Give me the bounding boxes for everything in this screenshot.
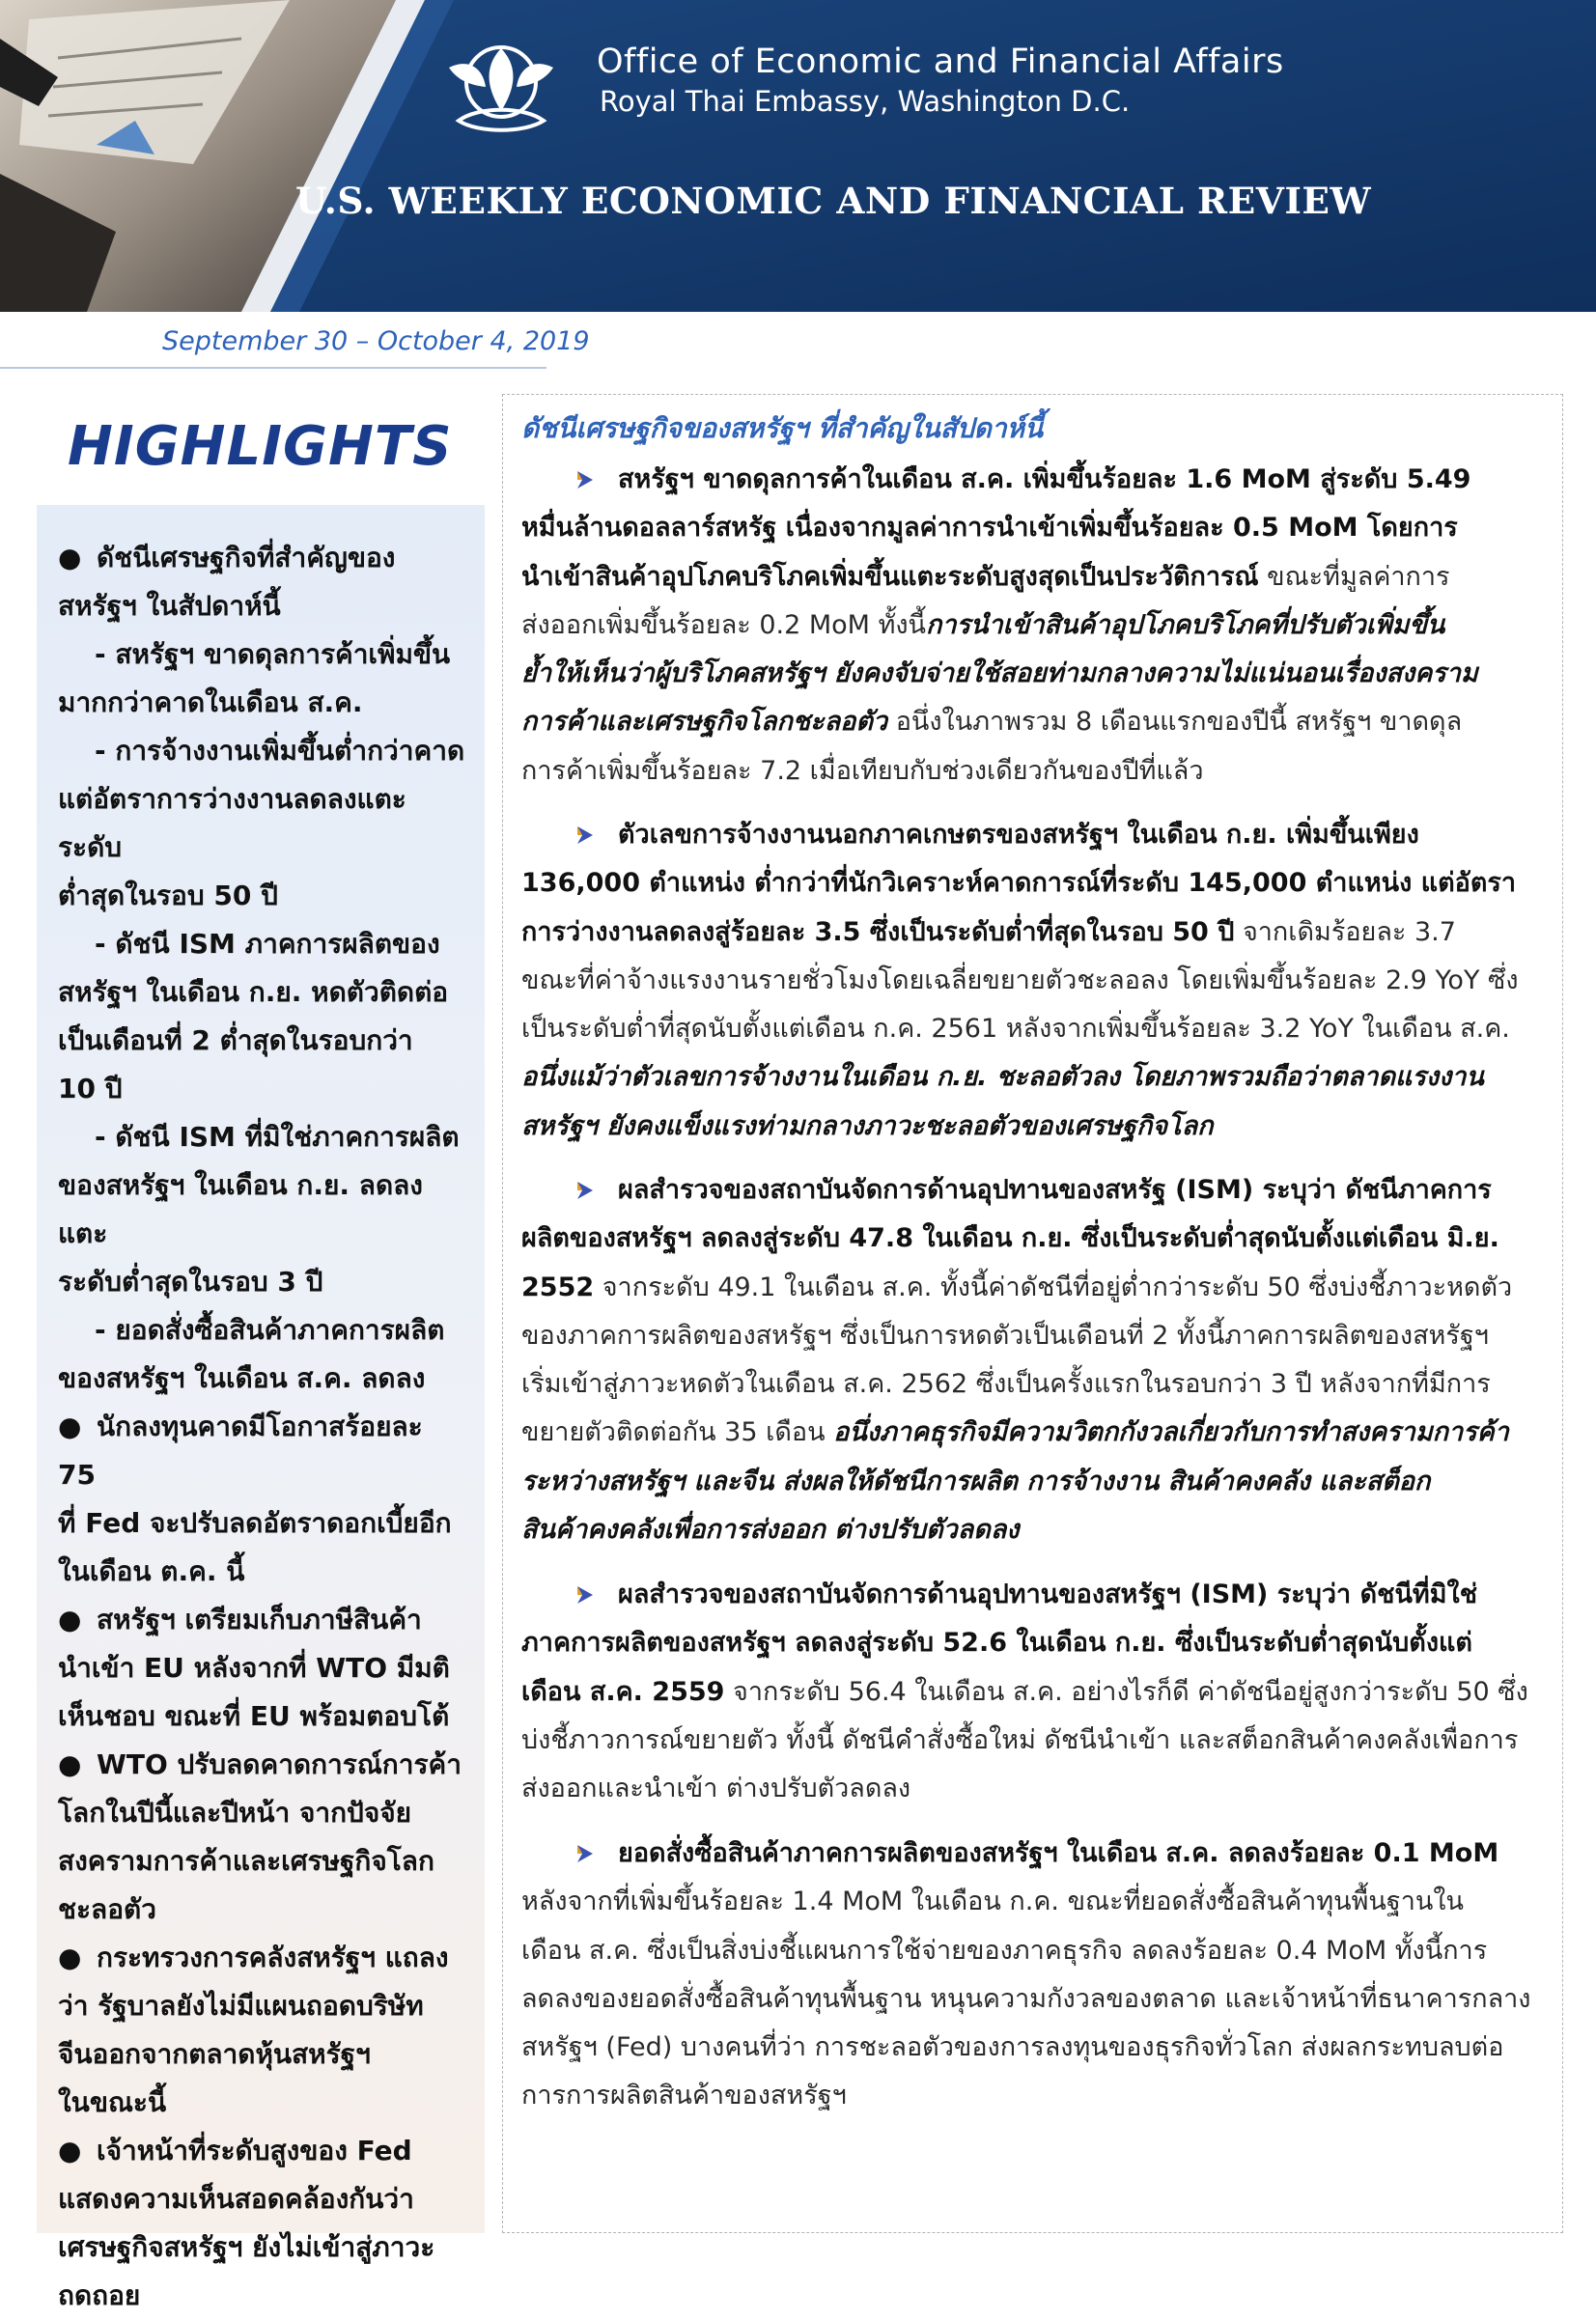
highlight-line	[58, 1789, 465, 1837]
highlight-text: ชะลอตัว	[58, 1893, 156, 1925]
highlight-line	[58, 1837, 465, 1886]
date-divider	[0, 367, 546, 369]
highlight-text: ว่า รัฐบาลยังไม่มีแผนถอดบริษัท	[58, 1990, 424, 2022]
highlight-text: ดัชนีเศรษฐกิจที่สำคัญของ	[97, 542, 396, 573]
p4-line2: ภาคการผลิตของสหรัฐฯ ลดลงสู่ระดับ 52.6 ในเดือน ก.ย. ซึ่งเป็นระดับต่ำสุดนับตั้งแต่	[521, 1628, 1472, 1659]
p5-line2: หลังจากที่เพิ่มขึ้นร้อยละ 1.4 MoM ในเดือน ก.ค. ขณะที่ยอดสั่งซื้อสินค้าทุนพื้นฐานใน	[521, 1887, 1464, 1917]
highlight-line	[58, 1692, 465, 1741]
highlight-line	[58, 1355, 465, 1403]
p5-line3: เดือน ส.ค. ซึ่งเป็นสิ่งบ่งชี้แผนการใช้จ่ายของภาคธุรกิจ ลดลงร้อยละ 0.4 MoM ทั้งนี้การ	[521, 1935, 1488, 1966]
highlight-line	[58, 920, 465, 968]
p1-line7: การค้าเพิ่มขึ้นร้อยละ 7.2 เมื่อเทียบกับช่วงเดียวกันของปีที่แล้ว	[521, 755, 1204, 786]
highlight-text: ต่ำสุดในรอบ 50 ปี	[58, 880, 278, 911]
highlight-text: 10 ปี	[58, 1073, 123, 1104]
p1-line4: ส่งออกเพิ่มขึ้นร้อยละ 0.2 MoM ทั้งนี้	[521, 609, 927, 640]
paragraph-employment	[521, 811, 1551, 1151]
highlight-text: จีนออกจากตลาดหุ้นสหรัฐฯ	[58, 2038, 371, 2070]
p4-line4: บ่งชี้ภาวการณ์ขยายตัว ทั้งนี้ ดัชนีคำสั่งซื้อใหม่ ดัชนีนำเข้า และสต็อกสินค้าคงคลังเพื่อการ	[521, 1724, 1519, 1755]
highlight-line	[58, 1982, 465, 2030]
highlight-item	[58, 1741, 465, 1789]
bullet-dot-icon: ●	[58, 1604, 82, 1635]
highlight-text: - ดัชนี ISM ภาคการผลิตของ	[95, 928, 440, 960]
bullet-dot-icon: ●	[58, 1942, 82, 1973]
p1-line1: สหรัฐฯ ขาดดุลการค้าในเดือน ส.ค. เพิ่มขึ้นร้อยละ 1.6 MoM สู่ระดับ 5.49	[618, 464, 1471, 494]
highlight-text: นำเข้า EU หลังจากที่ WTO มีมติ	[58, 1652, 450, 1684]
highlight-line	[58, 727, 465, 775]
highlight-text: สหรัฐฯ ในเดือน ก.ย. หดตัวติดต่อ	[58, 976, 449, 1008]
highlight-text: - ดัชนี ISM ที่มิใช่ภาคการผลิต	[95, 1121, 460, 1153]
bullet-dot-icon: ●	[58, 2135, 82, 2166]
p2-line4: ขณะที่ค่าจ้างแรงงานรายชั่วโมงโดยเฉลี่ยขยายตัวชะลอลง โดยเพิ่มขึ้นร้อยละ 2.9 YoY ซึ่ง	[521, 964, 1519, 995]
p3-line6: ขยายตัวติดต่อกัน 35 เดือน	[521, 1417, 834, 1448]
p2-line7-emph: สหรัฐฯ ยังคงแข็งแรงท่ามกลางภาวะชะลอตัวของเศรษฐกิจโลก	[521, 1110, 1214, 1141]
highlight-text: ในเดือน ต.ค. นี้	[58, 1555, 245, 1587]
p4-line5: ส่งออกและนำเข้า ต่างปรับตัวลดลง	[521, 1774, 911, 1804]
highlight-text: แสดงความเห็นสอดคล้องกันว่า	[58, 2183, 414, 2215]
highlight-text: ในขณะนี้	[58, 2086, 167, 2118]
p1-line4-emph: การนำเข้าสินค้าอุปโภคบริโภคที่ปรับตัวเพิ่มขึ้น	[926, 609, 1445, 640]
bullet-dot-icon: ●	[58, 1411, 82, 1442]
highlight-line	[58, 1161, 465, 1258]
bullet-dot-icon: ●	[58, 1748, 82, 1780]
p5-line4: ลดลงของยอดสั่งซื้อสินค้าทุนพื้นฐาน หนุนความกังวลของตลาด และเจ้าหน้าที่ธนาคารกลาง	[521, 1983, 1531, 2014]
highlight-line	[58, 1886, 465, 1934]
highlight-text: นักลงทุนคาดมีโอกาสร้อยละ 75	[58, 1411, 423, 1491]
highlight-line	[58, 1306, 465, 1355]
highlight-text: ระดับต่ำสุดในรอบ 3 ปี	[58, 1266, 323, 1298]
highlight-text: ของสหรัฐฯ ในเดือน ก.ย. ลดลงแตะ	[58, 1169, 423, 1249]
highlight-line	[58, 2272, 465, 2320]
p1-line3: ขณะที่มูลค่าการ	[1258, 561, 1450, 592]
highlight-text: เป็นเดือนที่ 2 ต่ำสุดในรอบกว่า	[58, 1024, 413, 1056]
highlight-line	[58, 679, 465, 727]
highlight-text: ที่ Fed จะปรับลดอัตราดอกเบี้ยอีก	[58, 1507, 452, 1539]
paragraph-factory-orders	[521, 1830, 1551, 2121]
highlight-line	[58, 630, 465, 679]
highlight-text: เจ้าหน้าที่ระดับสูงของ Fed	[97, 2135, 412, 2166]
p3-line5: เริ่มเข้าสู่ภาวะหดตัวในเดือน ส.ค. 2562 ซึ่งเป็นครั้งแรกในรอบกว่า 3 ปี หลังจากที่มีการ	[521, 1369, 1491, 1400]
office-title: Office of Economic and Financial Affairs	[597, 42, 1284, 81]
highlight-line	[58, 582, 465, 630]
highlight-line	[58, 968, 465, 1017]
p1-line3-bold: นำเข้าสินค้าอุปโภคบริโภคเพิ่มขึ้นแตะระดับสูงสุดเป็นประวัติการณ์	[521, 561, 1259, 592]
highlight-line	[58, 2223, 465, 2272]
highlight-text: เห็นชอบ ขณะที่ EU พร้อมตอบโต้	[58, 1700, 450, 1732]
highlight-text: สหรัฐฯ เตรียมเก็บภาษีสินค้า	[97, 1604, 422, 1635]
p4-line3-bold: เดือน ส.ค. 2559	[521, 1676, 725, 1707]
p1-line6: อนึ่งในภาพรวม 8 เดือนแรกของปีนี้ สหรัฐฯ ขาดดุล	[887, 707, 1463, 738]
arrow-bullet-icon	[574, 1180, 595, 1201]
highlight-text: แต่อัตราการว่างงานลดลงแตะระดับ	[58, 783, 406, 863]
highlight-item	[58, 1596, 465, 1644]
highlight-text: ของสหรัฐฯ ในเดือน ส.ค. ลดลง	[58, 1362, 426, 1394]
highlight-line	[58, 2030, 465, 2079]
p3-line2: ผลิตของสหรัฐฯ ลดลงสู่ระดับ 47.8 ในเดือน ก.ย. ซึ่งเป็นระดับต่ำสุดนับตั้งแต่เดือน มิ.ย.	[521, 1223, 1499, 1254]
office-subtitle: Royal Thai Embassy, Washington D.C.	[600, 85, 1131, 118]
p3-line4: ของภาคการผลิตของสหรัฐฯ ซึ่งเป็นการหดตัวเป็นเดือนที่ 2 ทั้งนี้ภาคการผลิตของสหรัฐฯ	[521, 1320, 1489, 1351]
highlight-line	[58, 2079, 465, 2127]
garuda-crest-icon	[439, 29, 563, 143]
bullet-dot-icon: ●	[58, 542, 82, 573]
report-date: September 30 – October 4, 2019	[162, 326, 590, 356]
p5-line6: การการผลิตสินค้าของสหรัฐฯ	[521, 2081, 847, 2111]
review-title: U.S. WEEKLY ECONOMIC AND FINANCIAL REVIEW	[295, 180, 1372, 222]
p3-line6-emph: อนึ่งภาคธุรกิจมีความวิตกกังวลเกี่ยวกับการทำสงครามการค้า	[833, 1417, 1509, 1448]
highlight-line	[58, 2175, 465, 2223]
p2-line3-bold: การว่างงานลดลงสู่ร้อยละ 3.5 ซึ่งเป็นระดับต่ำที่สุดในรอบ 50 ปี	[521, 916, 1235, 947]
p3-line8-emph: สินค้าคงคลังเพื่อการส่งออก ต่างปรับตัวลดลง	[521, 1515, 1020, 1546]
highlight-line	[58, 1548, 465, 1596]
p2-line3: จากเดิมร้อยละ 3.7	[1234, 916, 1456, 947]
highlight-text: - การจ้างงานเพิ่มขึ้นต่ำกว่าคาด	[95, 735, 465, 767]
highlight-text: สหรัฐฯ ในสัปดาห์นี้	[58, 590, 281, 622]
p2-line2: 136,000 ตำแหน่ง ต่ำกว่าที่นักวิเคราะห์คาดการณ์ที่ระดับ 145,000 ตำแหน่ง แต่อัตรา	[521, 868, 1517, 899]
highlight-text: มากกว่าคาดในเดือน ส.ค.	[58, 686, 363, 718]
highlight-line	[58, 1499, 465, 1548]
paragraph-trade-deficit	[521, 456, 1551, 796]
p4-line3: จากระดับ 56.4 ในเดือน ส.ค. อย่างไรก็ดี ค่าดัชนีอยู่สูงกว่าระดับ 50 ซึ่ง	[724, 1676, 1528, 1707]
arrow-bullet-icon	[574, 469, 595, 490]
highlights-panel	[37, 505, 485, 2311]
p1-line6-emph: การค้าและเศรษฐกิจโลกชะลอตัว	[521, 707, 888, 738]
highlight-line	[58, 1258, 465, 1306]
highlight-line	[58, 872, 465, 920]
highlight-item	[58, 2127, 465, 2175]
highlight-line	[58, 1065, 465, 1113]
highlight-item	[58, 1934, 465, 1982]
paragraph-ism-non-manufacturing	[521, 1571, 1551, 1813]
p4-line1: ผลสำรวจของสถาบันจัดการด้านอุปทานของสหรัฐฯ (ISM) ระบุว่า ดัชนีที่มิใช่	[618, 1579, 1478, 1609]
highlight-item	[58, 534, 465, 582]
highlight-text: กระทรวงการคลังสหรัฐฯ แถลง	[97, 1942, 449, 1973]
highlights-heading: HIGHLIGHTS	[68, 415, 453, 478]
p3-line3: จากระดับ 49.1 ในเดือน ส.ค. ทั้งนี้ค่าดัชนีที่อยู่ต่ำกว่าระดับ 50 ซึ่งบ่งชี้ภาวะหดตัว	[594, 1272, 1513, 1302]
highlight-line	[58, 1017, 465, 1065]
arrow-bullet-icon	[574, 1584, 595, 1606]
p5-line1: ยอดสั่งซื้อสินค้าภาคการผลิตของสหรัฐฯ ในเดือน ส.ค. ลดลงร้อยละ 0.1 MoM	[618, 1838, 1499, 1868]
highlight-line	[58, 775, 465, 872]
p1-line2: หมื่นล้านดอลลาร์สหรัฐ เนื่องจากมูลค่าการนำเข้าเพิ่มขึ้นร้อยละ 0.5 MoM โดยการ	[521, 513, 1458, 544]
highlight-line	[58, 1113, 465, 1161]
main-heading: ดัชนีเศรษฐกิจของสหรัฐฯ ที่สำคัญในสัปดาห์นี้	[521, 412, 1044, 444]
highlight-item	[58, 1403, 465, 1499]
highlight-text: ถดถอย	[58, 2279, 141, 2311]
highlight-line	[58, 1644, 465, 1692]
highlight-text: โลกในปีนี้และปีหน้า จากปัจจัย	[58, 1797, 412, 1829]
highlight-text: WTO ปรับลดคาดการณ์การค้า	[97, 1748, 462, 1780]
p2-line1: ตัวเลขการจ้างงานนอกภาคเกษตรของสหรัฐฯ ในเดือน ก.ย. เพิ่มขึ้นเพียง	[618, 820, 1419, 850]
p2-line6-emph: อนึ่งแม้ว่าตัวเลขการจ้างงานในเดือน ก.ย. ชะลอตัวลง โดยภาพรวมถือว่าตลาดแรงงาน	[521, 1062, 1484, 1093]
arrow-bullet-icon	[574, 825, 595, 846]
highlight-text: เศรษฐกิจสหรัฐฯ ยังไม่เข้าสู่ภาวะ	[58, 2231, 435, 2263]
p5-line5: สหรัฐฯ (Fed) บางคนที่ว่า การชะลอตัวของการลงทุนของธุรกิจทั่วโลก ส่งผลกระทบลบต่อ	[521, 2032, 1504, 2063]
p2-line5: เป็นระดับต่ำที่สุดนับตั้งแต่เดือน ก.ค. 2561 หลังจากเพิ่มขึ้นร้อยละ 3.2 YoY ในเดือน ส.ค.	[521, 1014, 1510, 1045]
arrow-bullet-icon	[574, 1843, 595, 1864]
p1-line5-emph: ย้ำให้เห็นว่าผู้บริโภคสหรัฐฯ ยังคงจับจ่ายใช้สอยท่ามกลางความไม่แน่นอนเรื่องสงคราม	[521, 658, 1478, 689]
highlight-text: สงครามการค้าและเศรษฐกิจโลก	[58, 1845, 434, 1877]
p3-line3-bold: 2552	[521, 1272, 595, 1302]
p3-line7-emph: ระหว่างสหรัฐฯ และจีน ส่งผลให้ดัชนีการผลิต การจ้างงาน สินค้าคงคลัง และสต็อก	[521, 1466, 1431, 1496]
p3-line1: ผลสำรวจของสถาบันจัดการด้านอุปทานของสหรัฐ (ISM) ระบุว่า ดัชนีภาคการ	[618, 1175, 1492, 1205]
header-banner	[0, 0, 1596, 312]
paragraph-ism-manufacturing	[521, 1166, 1551, 1554]
highlight-text: - ยอดสั่งซื้อสินค้าภาคการผลิต	[95, 1314, 445, 1346]
highlight-text: - สหรัฐฯ ขาดดุลการค้าเพิ่มขึ้น	[95, 638, 451, 670]
